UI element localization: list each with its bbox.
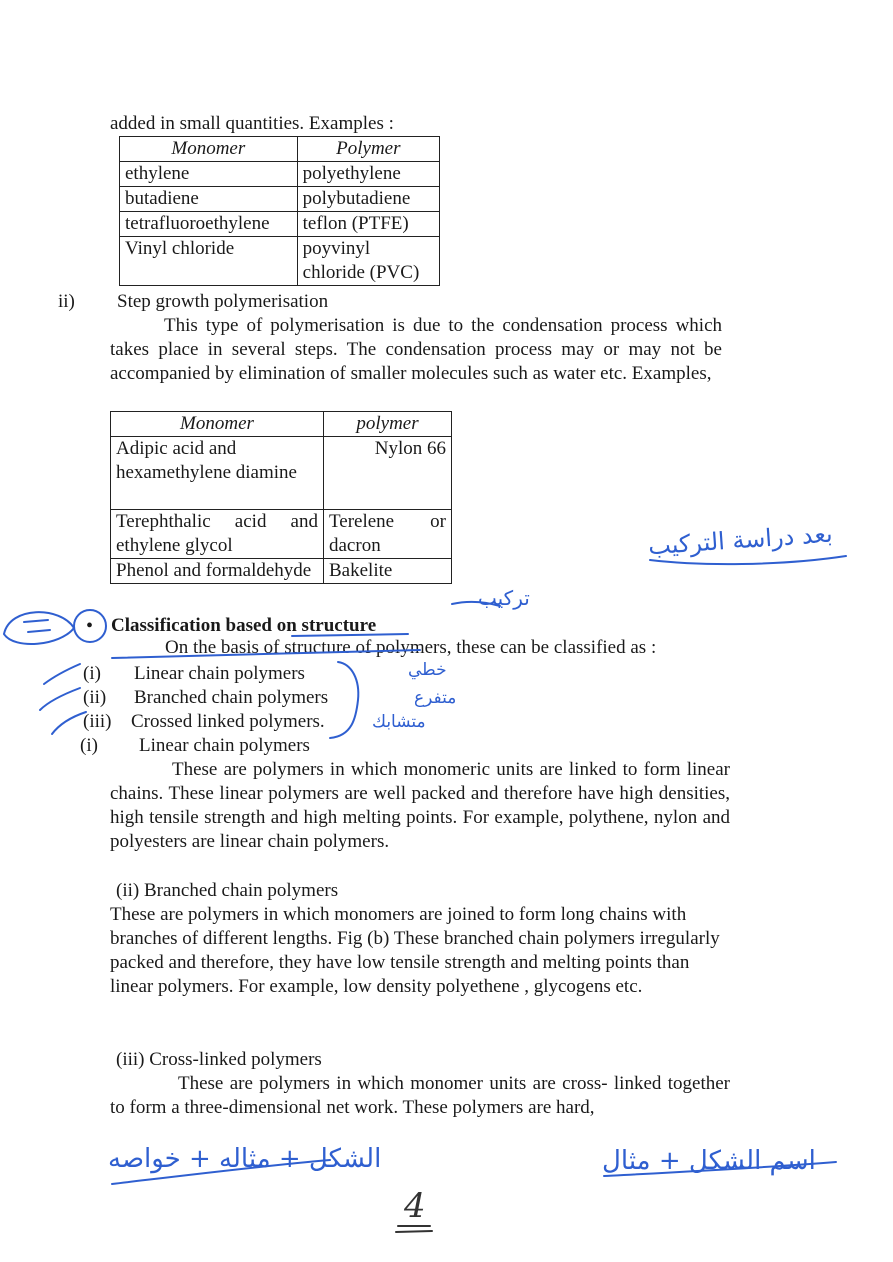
left-loop-mark	[4, 612, 74, 644]
linear-paragraph: These are polymers in which monomeric units are linked to form linear chains. These linear polymers are well packed and therefore have high densities, high tensile strength and high melting points. For example, polythene, nylon and polyesters are linear chain polymers.	[110, 759, 730, 852]
subsection-number: (i)	[80, 735, 98, 756]
table-row	[120, 237, 440, 286]
table-cell-monomer: butadiene	[120, 187, 298, 212]
table-cell-polymer: poyvinyl chloride (PVC)	[297, 237, 439, 286]
cross-linked-paragraph: These are polymers in which monomer units are cross- linked together to form a three-dimensional net work. These polymers are hard,	[110, 1073, 730, 1118]
classification-heading: Classification based on structure	[111, 615, 377, 636]
bullet-icon: •	[86, 615, 94, 637]
handwritten-note-branched: متفرع	[414, 688, 457, 708]
table-header-polymer: Polymer	[297, 137, 439, 162]
list-item-linear: Linear chain polymers	[134, 663, 305, 684]
list-item-branched: Branched chain polymers	[134, 687, 329, 708]
subsection-title-cross-linked: (iii) Cross-linked polymers	[116, 1049, 322, 1070]
monomer-table-step-growth	[110, 411, 452, 584]
table-header-polymer: polymer	[324, 412, 452, 437]
list-item-cross-linked: Crossed linked polymers.	[131, 711, 325, 732]
table-cell-monomer: ethylene	[120, 162, 298, 187]
table-cell-polymer: Nylon 66	[324, 437, 452, 510]
table-cell-polymer: polyethylene	[297, 162, 439, 187]
table-cell-monomer: Phenol and formaldehyde	[111, 559, 324, 584]
handwritten-note-bottom-right: اسم الشكل + مثال	[602, 1146, 816, 1176]
list-item-number: (ii)	[83, 687, 107, 708]
table-cell-monomer: Adipic acid and hexamethylene diamine	[111, 437, 324, 510]
table-cell-monomer: Terephthalic acid and ethylene glycol	[111, 510, 324, 559]
section-number: ii)	[58, 291, 75, 312]
table-cell-polymer: Terelene or dacron	[324, 510, 452, 559]
table-row	[111, 437, 452, 510]
list-item-number: (iii)	[83, 711, 112, 732]
table-cell-monomer: Vinyl chloride	[120, 237, 298, 286]
table-header-row	[120, 137, 440, 162]
table-row	[120, 212, 440, 237]
handwritten-note-right: بعد دراسة التركيب	[647, 519, 834, 561]
check-mark-linear	[44, 664, 80, 684]
table-cell-monomer: tetrafluoroethylene	[120, 212, 298, 237]
table-cell-polymer: polybutadiene	[297, 187, 439, 212]
classification-intro: On the basis of structure of polymers, these can be classified as :	[165, 637, 657, 658]
handwritten-note-structure: تركيب	[478, 586, 530, 610]
table-row	[120, 187, 440, 212]
subsection-title-linear: Linear chain polymers	[139, 735, 310, 756]
table-header-monomer: Monomer	[120, 137, 298, 162]
check-mark-branched	[40, 688, 80, 710]
monomer-table-addition	[119, 136, 440, 286]
step-growth-paragraph: This type of polymerisation is due to the condensation process which takes place in several steps. The condensation process may or may not be accompanied by elimination of smaller molecules such as water etc. Examples,	[110, 315, 722, 384]
handwritten-note-bottom-left: الشكل + مثاله + خواصه	[108, 1144, 382, 1174]
branched-paragraph: These are polymers in which monomers are joined to form long chains with branches of different lengths. Fig (b) These branched chain polymers irregularly packed and therefore, they have low tensile strength and melting points than linear polymers. For example, low density polyethene , glycogens etc.	[110, 904, 720, 997]
page-number: 4	[404, 1186, 426, 1226]
left-scribble-mark	[24, 620, 50, 632]
table-row	[111, 559, 452, 584]
table-cell-polymer: Bakelite	[324, 559, 452, 584]
table-header-row	[111, 412, 452, 437]
table-row	[111, 510, 452, 559]
page-number-underline-mark	[396, 1226, 432, 1232]
list-bracket-mark	[330, 662, 358, 738]
subsection-title-branched: (ii) Branched chain polymers	[116, 880, 339, 901]
list-item-number: (i)	[83, 663, 101, 684]
handwritten-note-cross: متشابك	[372, 712, 426, 732]
intro-line: added in small quantities. Examples :	[110, 113, 394, 134]
check-mark-cross	[52, 712, 86, 734]
table-header-monomer: Monomer	[111, 412, 324, 437]
table-cell-polymer: teflon (PTFE)	[297, 212, 439, 237]
table-row	[120, 162, 440, 187]
section-title-step-growth: Step growth polymerisation	[117, 291, 329, 312]
handwritten-note-linear: خطي	[408, 660, 447, 680]
